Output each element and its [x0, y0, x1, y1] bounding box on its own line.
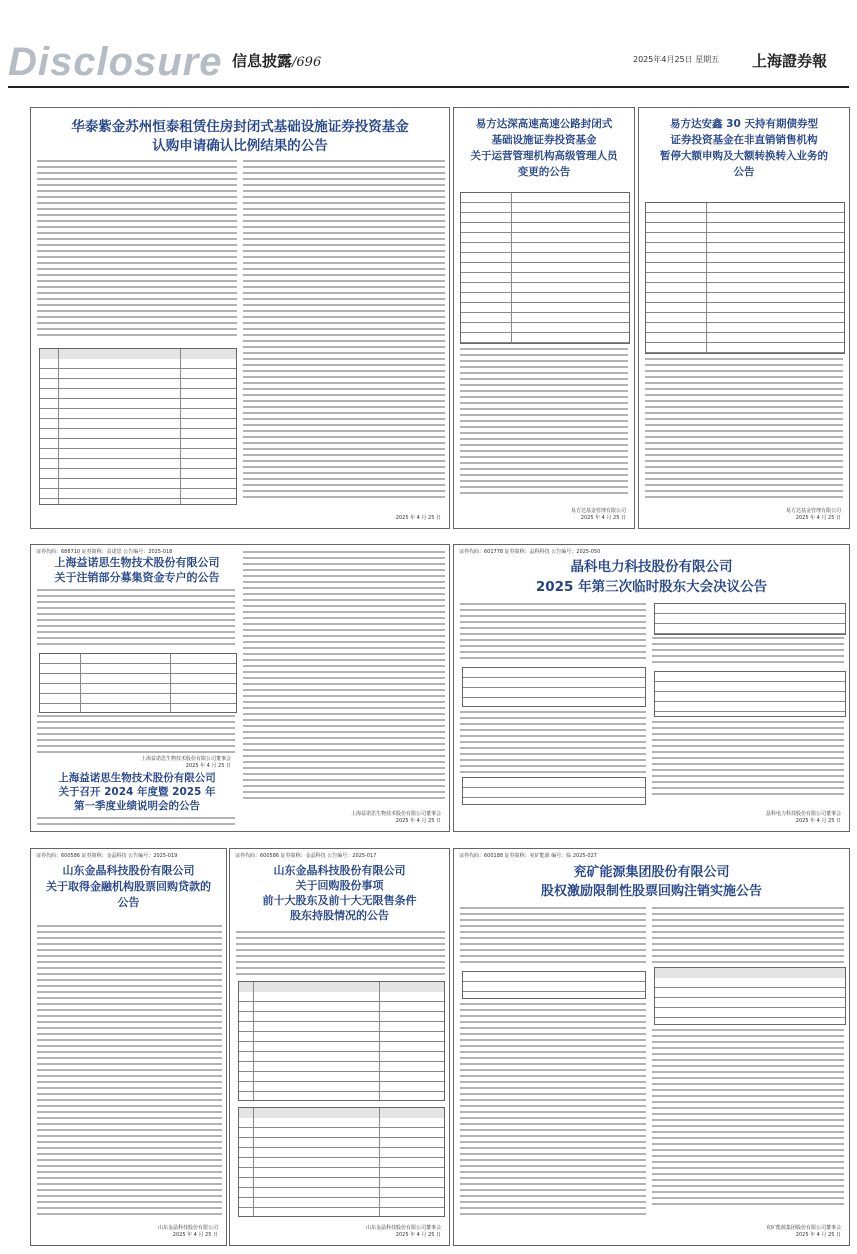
notice-issuer: 上海益诺思生物技术股份有限公司董事会 [140, 756, 231, 762]
notice-title [37, 863, 220, 911]
notice-issuer: 易方达基金管理有限公司 [570, 508, 626, 514]
notice-jingke [453, 544, 850, 832]
notice-body [37, 589, 235, 649]
notice-date: 2025 年 4 月 25 日 [185, 763, 231, 769]
notice-yifangda-30 [638, 107, 850, 529]
issue-date: 2025年4月25日 星期五 [633, 55, 720, 64]
notice-title-line: 前十大股东及前十大无限售条件 [262, 894, 417, 907]
table-col-line [511, 193, 512, 343]
notice-table [462, 971, 646, 999]
notice-date: 2025 年 4 月 25 日 [172, 1232, 218, 1238]
notice-title [37, 118, 443, 156]
notice-title-line: 易方达安鑫 30 天持有期债券型 [670, 118, 818, 130]
notice-title-line: 股东持股情况的公告 [290, 909, 389, 922]
notice-body [37, 715, 235, 755]
notice-table [654, 603, 846, 635]
notice-title-line: 关于注销部分募集资金专户的公告 [54, 571, 220, 584]
notice-footer [786, 508, 841, 522]
notice-title-line: 晶科电力科技股份有限公司 [570, 559, 733, 575]
notice-body-right [652, 907, 844, 963]
notice-footer [396, 515, 441, 522]
notice-title [460, 116, 628, 180]
notice-title [37, 771, 237, 813]
notice-yankuang [453, 848, 850, 1246]
notice-title-line: 公告 [117, 896, 140, 909]
notice-title-line: 关于召开 2024 年度暨 2025 年 [58, 786, 216, 798]
section-label: 信息披露 [232, 52, 293, 70]
notice-title-line: 山东金晶科技股份有限公司 [62, 864, 195, 877]
notice-issuer: 山东金晶科技股份有限公司 [157, 1225, 218, 1231]
notice-date: 2025 年 4 月 25 日 [795, 1232, 841, 1238]
notice-title-line: 关于回购股份事项 [295, 879, 384, 892]
brand-logo: Disclosure [8, 40, 223, 84]
notice-title-line: 第一季度业绩说明会的公告 [74, 800, 200, 812]
notice-issuer: 兖矿能源集团股份有限公司董事会 [765, 1225, 841, 1231]
notice-body [460, 348, 628, 498]
notice-huatai [30, 107, 450, 529]
table-col-line [170, 654, 171, 712]
table-col-line [180, 349, 181, 504]
table-header [655, 968, 845, 978]
notice-yifangda-fund [453, 107, 635, 529]
notice-body [236, 931, 445, 977]
table-header [239, 1108, 444, 1118]
notice-title-line: 上海益诺思生物技术股份有限公司 [54, 556, 220, 569]
table-header [239, 982, 444, 992]
table-header [40, 349, 236, 359]
notice-date: 2025 年 4 月 25 日 [580, 515, 626, 521]
notice-body-left [460, 603, 646, 663]
notice-title-line: 山东金晶科技股份有限公司 [273, 864, 406, 877]
notice-meta: 证券代码：600586 证券简称：金晶科技 公告编号：2025-019 [36, 853, 178, 859]
notice-meta: 证券代码：600188 证券简称：兖矿能源 编号：临 2025-027 [459, 853, 597, 859]
notice-body-right [243, 551, 445, 801]
masthead [0, 0, 857, 88]
notice-title-line: 华泰紫金苏州恒泰租赁住房封闭式基础设施证券投资基金 [71, 119, 409, 135]
notice-title-line: 公告 [733, 166, 755, 178]
notice-title-line: 关于运营管理机构高级管理人员 [470, 150, 618, 162]
notice-body [37, 925, 222, 1215]
notice-table [460, 192, 630, 344]
notice-body-left [37, 160, 237, 340]
notice-body [37, 817, 235, 829]
notice-meta: 证券代码：688710 证券简称：益诺思 公告编号：2025-018 [36, 549, 173, 555]
notice-footer [766, 811, 841, 825]
notice-title [37, 555, 237, 585]
table-col-line [253, 1108, 254, 1216]
notice-meta: 证券代码：601778 证券简称：晶科科技 公告编号：2025-050 [459, 549, 601, 555]
notice-body [645, 358, 843, 498]
notice-yinuo [30, 544, 450, 832]
notice-table [39, 653, 237, 713]
notice-meta: 证券代码：600586 证券简称：金晶科技 公告编号：2025-017 [235, 853, 377, 859]
notice-table [462, 667, 646, 707]
paper-name: 上海證券報 [752, 52, 828, 70]
notice-title-line: 变更的公告 [517, 166, 571, 178]
masthead-rule [8, 86, 849, 88]
notice-title-line: 证券投资基金在非直销销售机构 [670, 134, 818, 146]
notice-title [460, 863, 843, 901]
notice-title-line: 上海益诺思生物技术股份有限公司 [58, 772, 216, 784]
table-col-line [379, 1108, 380, 1216]
notice-title-line: 2025 年第三次临时股东大会决议公告 [535, 579, 768, 595]
notice-issuer: 晶科电力科技股份有限公司董事会 [765, 811, 841, 817]
notice-issuer: 山东金晶科技股份有限公司董事会 [365, 1225, 441, 1231]
notice-date: 2025 年 4 月 25 日 [795, 818, 841, 824]
notice-footer [351, 811, 441, 825]
notice-table [654, 967, 846, 1025]
table-col-line [253, 982, 254, 1100]
notice-body-left [460, 711, 646, 773]
notice-title-line: 兖矿能源集团股份有限公司 [573, 865, 730, 880]
table-col-line [706, 203, 707, 353]
notice-table [462, 777, 646, 805]
table-col-line [58, 349, 59, 504]
notice-title-line: 关于取得金融机构股票回购贷款的 [46, 880, 211, 893]
notice-title-line: 认购申请确认比例结果的公告 [152, 138, 328, 154]
notice-footer [141, 756, 231, 770]
section-title [232, 50, 321, 71]
notice-body-right [652, 1029, 844, 1207]
notice-title-line: 暂停大额申购及大额转换转入业务的 [660, 150, 828, 162]
notice-body-right [652, 721, 844, 797]
notice-title [236, 863, 443, 923]
notice-jinjing-repo [229, 848, 450, 1246]
notice-footer [766, 1225, 841, 1239]
notice-title [460, 557, 843, 597]
notice-issuer: 上海益诺思生物技术股份有限公司董事会 [350, 811, 441, 817]
notice-footer [571, 508, 626, 522]
notice-title [645, 116, 843, 180]
notice-date: 2025 年 4 月 25 日 [795, 515, 841, 521]
notice-body-left [460, 1003, 646, 1217]
notice-table [645, 202, 845, 354]
notice-date: 2025 年 4 月 25 日 [395, 515, 441, 521]
notice-date: 2025 年 4 月 25 日 [395, 818, 441, 824]
notice-table [238, 981, 445, 1101]
notice-footer [366, 1225, 441, 1239]
notice-title-line: 基础设施证券投资基金 [491, 134, 597, 146]
notice-jinjing-loan [30, 848, 227, 1246]
table-col-line [379, 982, 380, 1100]
notice-table [39, 348, 237, 505]
notice-table [238, 1107, 445, 1217]
notice-date: 2025 年 4 月 25 日 [395, 1232, 441, 1238]
notice-body-left [460, 907, 646, 967]
page-number: /696 [292, 55, 322, 70]
notice-body-right [652, 637, 844, 667]
notice-body-right [243, 160, 445, 500]
notice-title-line: 易方达深高速高速公路封闭式 [475, 118, 613, 130]
table-col-line [80, 654, 81, 712]
notice-title-line: 股权激励限制性股票回购注销实施公告 [540, 884, 762, 899]
notice-table [654, 671, 846, 717]
notice-footer [158, 1225, 218, 1239]
notice-issuer: 易方达基金管理有限公司 [785, 508, 841, 514]
